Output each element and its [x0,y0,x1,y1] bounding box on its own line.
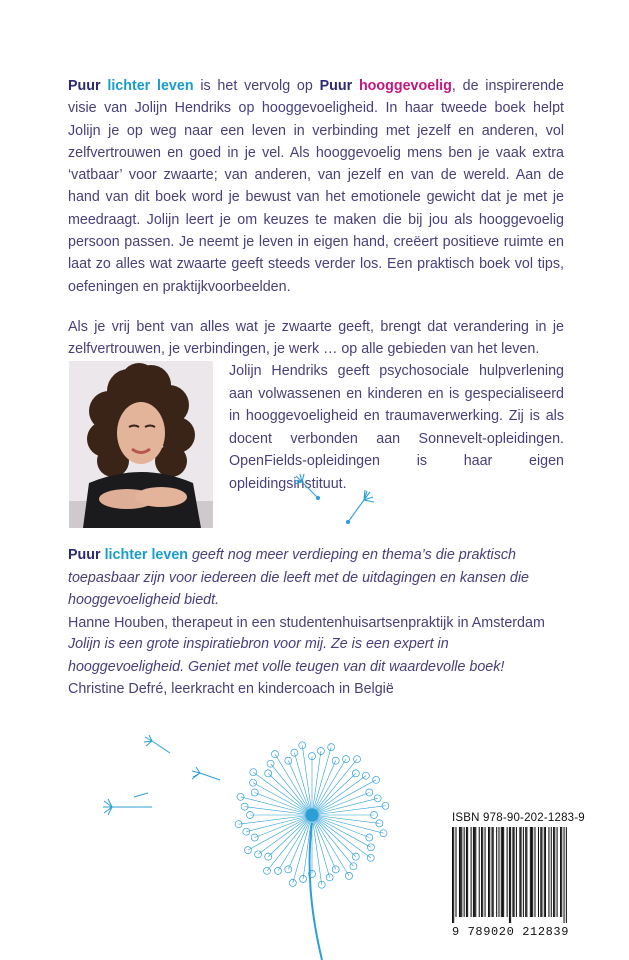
intro-paragraph-2: Als je vrij bent van alles wat je zwaarte geeft, brengt dat verandering in je zelfvertrouwen, je verbindingen, je werk … op alle gebieden van het leven. [68,318,564,358]
author-photo [69,361,213,528]
brand-puur: Puur [68,78,101,94]
quote-text: Jolijn is een grote inspiratiebron voor mij. Ze is een expert in hooggevoeligheid. Geniet met volle teugen van dit waardevolle boek! [68,636,505,675]
author-portrait-image [69,361,213,528]
intro-connector: is het vervolg op [193,78,320,94]
dandelion-seeds-icon [290,470,400,530]
quote-text: geeft nog meer verdieping en thema’s die praktisch toepasbaar zijn voor iedereen die leeft met de uitdagingen en kansen die hooggevoeligheid biedt. [68,547,529,608]
author-bio: Jolijn Hendriks geeft psychosociale hulpverlening aan volwassenen en kinderen en is gespecialiseerd in hooggevoeligheid en traumaverwerking. Zij is als docent verbonden aan Sonnevelt-opleidingen. OpenFields-opleidingen is haar eigen opleidingsinstituut. [229,363,564,492]
quote-brand-title: lichter leven [104,547,188,563]
isbn-barcode-digits: 9 789020 212839 [452,925,570,939]
intro-paragraph-1-rest: , de inspirerende visie van Jolijn Hendriks op hooggevoeligheid. In haar tweede boek helpt Jolijn je op weg naar een leven in verbinding met jezelf en anderen, vol zelfvertrouwen en goed in je vel. Als hooggevoelig mens ben je vaak extra ‘vatbaar’ voor zwaarte; van anderen, van jezelf en van de wereld. Aan de hand van dit boek word je bewust van het emotionele gewicht dat je met je meedraagt. Jolijn leert je om keuzes te maken die bij jou als hooggevoelig persoon passen. Je neemt je leven in eigen hand, creëert positieve ruimte en laat zo alles wat zwaarte geeft steeds verder los. Een praktisch boek vol tips, oefeningen en praktijkvoorbeelden. [68,78,564,295]
brand-title-hooggevoelig: hooggevoelig [358,78,452,94]
isbn-barcode [452,827,567,923]
dandelion-icon [90,735,430,960]
quote-attribution: Hanne Houben, therapeut in een studentenhuisartsenpraktijk in Amsterdam [68,614,545,631]
quote-brand-puur: Puur [68,547,101,563]
quote-christine-defre [68,633,564,701]
brand-puur-previous: Puur [319,78,353,94]
isbn-label: ISBN 978-90-202-1283-9 [452,812,585,824]
brand-title-lichter-leven: lichter leven [107,78,194,94]
intro-text [68,75,564,379]
quote-attribution: Christine Defré, leerkracht en kindercoach in België [68,681,394,697]
intro-paragraph-1 [68,75,564,298]
quote-hanne-houben [68,544,564,634]
